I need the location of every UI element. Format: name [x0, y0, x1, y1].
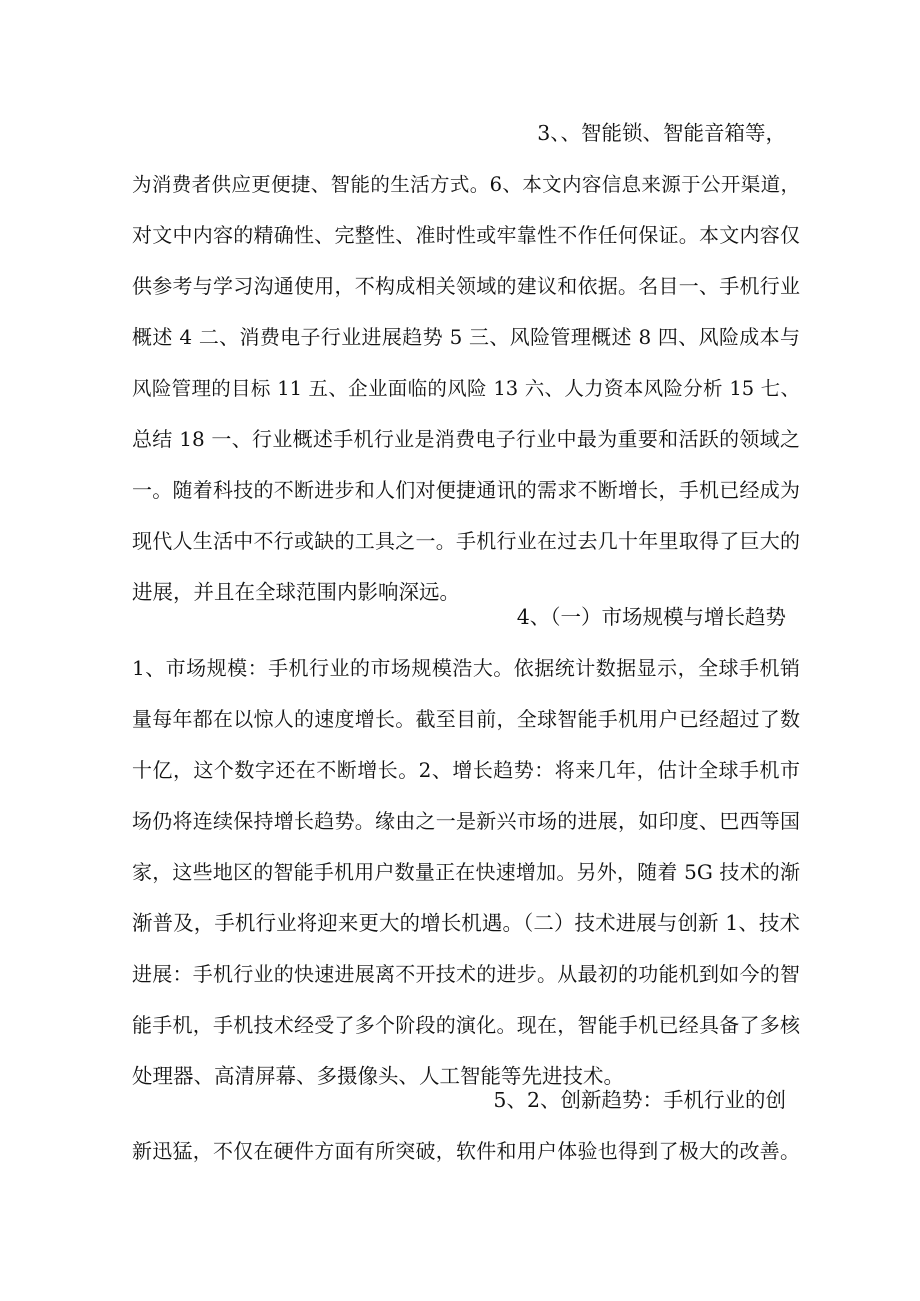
paragraph-line: 概述 4 二、消费电子行业进展趋势 5 三、风险管理概述 8 四、风险成本与: [132, 325, 800, 349]
paragraph-line: 对文中内容的精确性、完整性、准时性或牢靠性不作任何保证。本文内容仅: [132, 223, 800, 247]
paragraph-line: 进展：手机行业的快速进展离不开技术的进步。从最初的功能机到如今的智: [132, 962, 800, 986]
paragraph-line: 1、市场规模：手机行业的市场规模浩大。依据统计数据显示，全球手机销: [132, 656, 800, 680]
paragraph-line: 家，这些地区的智能手机用户数量正在快速增加。另外，随着 5G 技术的渐: [132, 860, 800, 884]
paragraph-line: 能手机，手机技术经受了多个阶段的演化。现在，智能手机已经具备了多核: [132, 1013, 800, 1037]
paragraph-line: 风险管理的目标 11 五、企业面临的风险 13 六、人力资本风险分析 15 七、: [132, 377, 800, 400]
paragraph-line: 处理器、高清屏幕、多摄像头、人工智能等先进技术。: [132, 1064, 624, 1088]
paragraph-line: 供参考与学习沟通使用，不构成相关领域的建议和依据。名目一、手机行业: [132, 274, 800, 298]
paragraph-line: 量每年都在以惊人的速度增长。截至目前，全球智能手机用户已经超过了数: [132, 707, 800, 731]
section-4-heading: 4、（一）市场规模与增长趋势: [516, 605, 786, 629]
paragraph-line: 新迅猛，不仅在硬件方面有所突破，软件和用户体验也得到了极大的改善。: [132, 1139, 800, 1163]
section-5: [132, 1075, 800, 1177]
paragraph-line: 十亿，这个数字还在不断增长。2、增长趋势：将来几年，估计全球手机市: [132, 758, 800, 782]
paragraph-line: 为消费者供应更便捷、智能的生活方式。6、本文内容信息来源于公开渠道，: [132, 173, 800, 196]
section-5-heading: 5、2、创新趋势：手机行业的创: [493, 1088, 786, 1112]
paragraph-line: 现代人生活中不行或缺的工具之一。手机行业在过去几十年里取得了巨大的: [132, 529, 800, 553]
paragraph-line: 渐普及，手机行业将迎来更大的增长机遇。（二）技术进展与创新 1、技术: [132, 911, 800, 935]
section-3-heading: 3、、智能锁、智能音箱等，: [537, 121, 786, 145]
paragraph-line: 场仍将连续保持增长趋势。缘由之一是新兴市场的进展，如印度、巴西等国: [132, 809, 800, 833]
paragraph-line: 总结 18 一、行业概述手机行业是消费电子行业中最为重要和活跃的领域之: [132, 427, 800, 451]
paragraph-line: 进展，并且在全球范围内影响深远。: [132, 580, 460, 604]
paragraph-line: 一。随着科技的不断进步和人们对便捷通讯的需求不断增长，手机已经成为: [132, 478, 800, 502]
section-3: [132, 108, 800, 618]
section-4: [132, 592, 800, 1102]
